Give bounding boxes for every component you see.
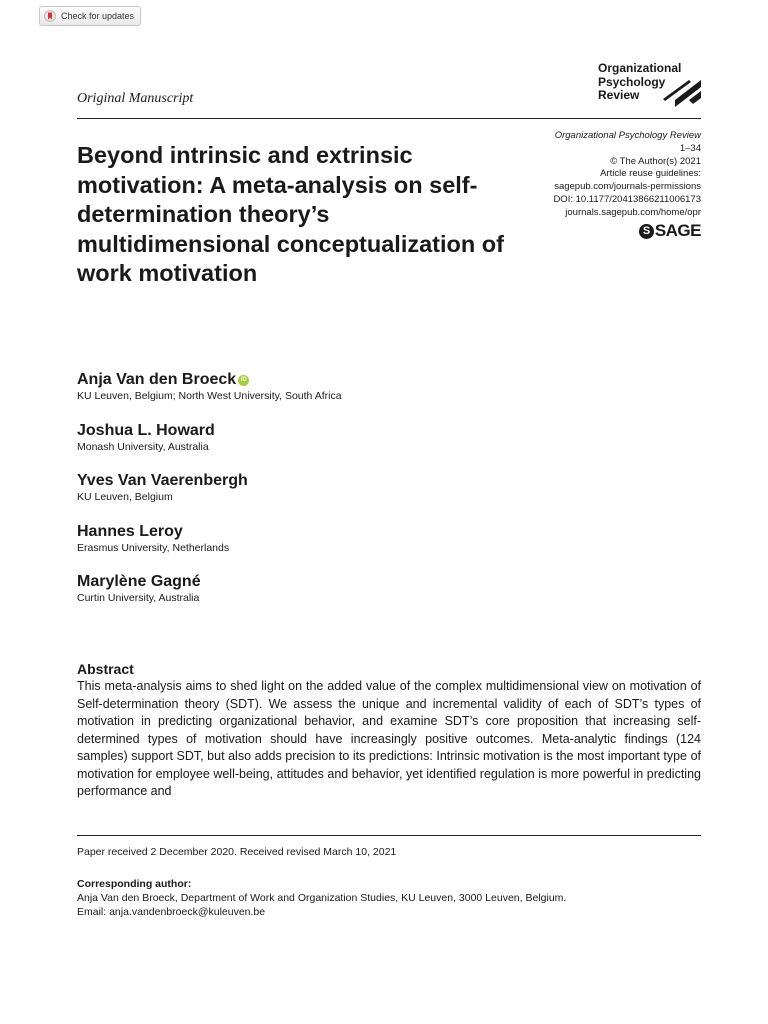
footer-divider xyxy=(77,835,701,836)
sage-logo-icon: S xyxy=(639,224,654,239)
author-affiliation: KU Leuven, Belgium; North West University, South Africa xyxy=(77,390,342,402)
journal-logo-line-1: Organizational xyxy=(598,61,682,75)
author-name-text: Anja Van den Broeck xyxy=(77,371,237,388)
corresponding-label: Corresponding author: xyxy=(77,878,192,890)
meta-doi[interactable]: DOI: 10.1177/20413866211006173 xyxy=(553,193,701,205)
author-affiliation: Monash University, Australia xyxy=(77,440,209,453)
author-name: Marylène Gagné xyxy=(77,573,201,590)
author-name: Joshua L. Howard xyxy=(77,421,215,439)
author-name xyxy=(77,370,577,390)
bookmark-icon xyxy=(44,10,56,22)
article-metadata xyxy=(553,130,701,220)
author-entry xyxy=(77,421,577,472)
author-entry xyxy=(77,471,577,522)
abstract-heading: Abstract xyxy=(77,661,134,677)
check-for-updates-button[interactable] xyxy=(39,6,141,26)
article-type-label: Original Manuscript xyxy=(77,91,194,106)
journal-logo-line-3: Review xyxy=(598,88,640,102)
orcid-icon[interactable]: iD xyxy=(238,375,249,386)
corresponding-author xyxy=(77,877,566,919)
author-affiliation: Curtin University, Australia xyxy=(77,592,200,604)
meta-reuse-label: Article reuse guidelines: xyxy=(600,168,701,180)
abstract-section xyxy=(77,660,701,800)
meta-copyright: © The Author(s) 2021 xyxy=(610,155,701,167)
sage-logo xyxy=(639,221,701,241)
received-dates: Paper received 2 December 2020. Received revised March 10, 2021 xyxy=(77,846,397,858)
sage-logo-text: SAGE xyxy=(654,221,701,240)
meta-journal: Organizational Psychology Review xyxy=(554,130,701,141)
author-affiliation: Erasmus University, Netherlands xyxy=(77,541,230,554)
abstract-text: This meta-analysis aims to shed light on the added value of the complex multidimensional view on motivation of Self-determination theory (SDT). We assess the unique and incremental validity of each of SDT’s types of motivation in predicting organizational behavior, and examine SDT’s core proposition that increasing self-determined types of motivation should have increasingly positive outcomes. Meta-analytic findings (124 samples) support SDT, but also adds precision to its predictions: Intrinsic motivation is the most important type of motivation for employee well-being, attitudes and behavior, yet identified regulation is more powerful in predicting performance and xyxy=(77,679,701,798)
author-entry xyxy=(77,370,577,421)
meta-journal-link[interactable]: journals.sagepub.com/home/opr xyxy=(565,206,701,218)
author-affiliation: KU Leuven, Belgium xyxy=(77,491,173,503)
header-divider xyxy=(77,118,701,119)
paper-title: Beyond intrinsic and extrinsic motivation: A meta-analysis on self-determination theory’s multidimensional conceptualization of work motivation xyxy=(77,142,504,286)
author-name: Yves Van Vaerenbergh xyxy=(77,472,248,489)
corresponding-email[interactable]: Email: anja.vandenbroeck@kuleuven.be xyxy=(77,906,266,918)
check-for-updates-label: Check for updates xyxy=(61,11,135,21)
author-list xyxy=(77,370,577,623)
meta-pages: 1–34 xyxy=(679,142,701,154)
author-entry xyxy=(77,522,577,573)
meta-reuse-link[interactable]: sagepub.com/journals-permissions xyxy=(554,181,701,193)
author-entry xyxy=(77,572,577,623)
journal-logo xyxy=(598,62,708,110)
journal-logo-stripes-icon xyxy=(655,78,703,108)
author-name: Hannes Leroy xyxy=(77,522,183,540)
corresponding-address: Anja Van den Broeck, Department of Work and Organization Studies, KU Leuven, 3000 Leuven, Belgium. xyxy=(77,892,567,904)
journal-logo-line-2: Psychology xyxy=(598,74,666,89)
